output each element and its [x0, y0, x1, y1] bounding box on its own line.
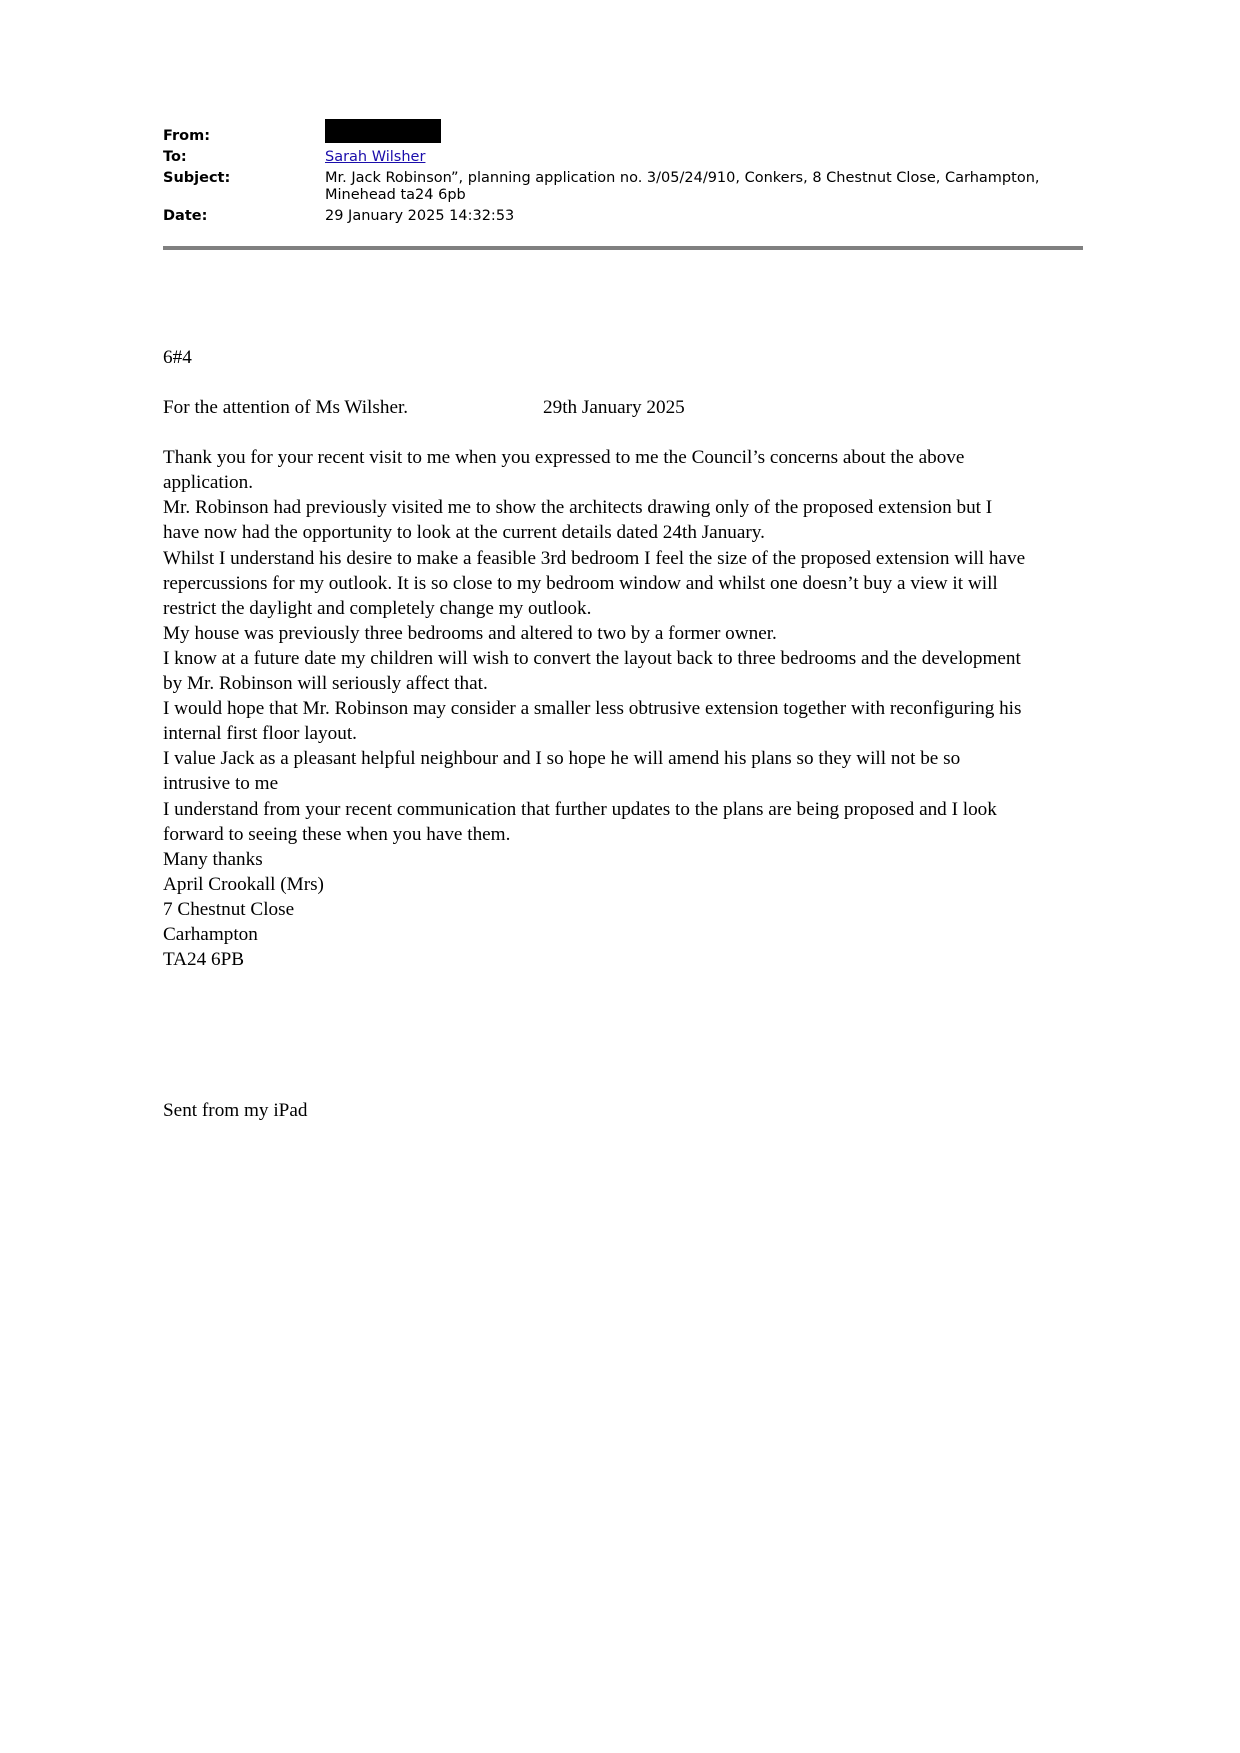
- letter-line: TA24 6PB: [163, 949, 245, 971]
- letter-line: repercussions for my outlook. It is so close to my bedroom window and whilst one doesn’t buy a view it will: [163, 572, 998, 594]
- letter-line: 7 Chestnut Close: [163, 898, 295, 920]
- subject-line-1: Mr. Jack Robinson”, planning application no. 3/05/24/910, Conkers, 8 Chestnut Close, Carhampton,: [325, 170, 1040, 186]
- attention-line: [163, 395, 1093, 420]
- letter-line: have now had the opportunity to look at the current details dated 24th January.: [163, 522, 765, 544]
- letter-line: forward to seeing these when you have them.: [163, 823, 511, 845]
- letter-date: 29th January 2025: [543, 397, 685, 419]
- subject-value: [325, 170, 1083, 204]
- letter-line: April Crookall (Mrs): [163, 873, 324, 895]
- letter-line: Many thanks: [163, 848, 263, 870]
- email-header: [163, 128, 1083, 229]
- letter-line: by Mr. Robinson will seriously affect that.: [163, 673, 488, 695]
- letter-line: I know at a future date my children will wish to convert the layout back to three bedrooms and the development: [163, 647, 1021, 669]
- to-row: [163, 149, 1083, 166]
- date-row: [163, 208, 1083, 225]
- from-label: From:: [163, 128, 210, 144]
- redacted-sender: [325, 119, 441, 143]
- subject-line-2: Minehead ta24 6pb: [325, 187, 466, 203]
- letter-line: internal first floor layout.: [163, 723, 357, 745]
- date-value: 29 January 2025 14:32:53: [325, 208, 515, 224]
- attention-text: For the attention of Ms Wilsher.: [163, 397, 409, 419]
- header-divider: [163, 246, 1083, 250]
- letter-line: application.: [163, 472, 254, 494]
- letter-line: restrict the daylight and completely change my outlook.: [163, 597, 592, 619]
- reference: 6#4: [163, 347, 192, 368]
- recipient-link[interactable]: Sarah Wilsher: [325, 149, 426, 165]
- to-label: To:: [163, 149, 187, 165]
- letter-text: [163, 445, 1093, 972]
- letter-line: I would hope that Mr. Robinson may consider a smaller less obtrusive extension together with reconfiguring his: [163, 698, 1022, 720]
- letter-line: Thank you for your recent visit to me when you expressed to me the Council’s concerns about the above: [163, 447, 965, 469]
- signoff: Sent from my iPad: [163, 1100, 308, 1121]
- letter-line: Mr. Robinson had previously visited me to show the architects drawing only of the proposed extension but I: [163, 497, 993, 519]
- letter-line: Carhampton: [163, 923, 258, 945]
- letter-line: I understand from your recent communication that further updates to the plans are being proposed and I look: [163, 798, 997, 820]
- email-body: [163, 345, 1093, 972]
- subject-row: [163, 170, 1083, 204]
- date-label: Date:: [163, 208, 208, 224]
- letter-line: My house was previously three bedrooms and altered to two by a former owner.: [163, 622, 777, 644]
- letter-line: I value Jack as a pleasant helpful neighbour and I so hope he will amend his plans so they will not be so: [163, 748, 961, 770]
- letter-line: intrusive to me: [163, 773, 279, 795]
- letter-line: Whilst I understand his desire to make a feasible 3rd bedroom I feel the size of the proposed extension will have: [163, 547, 1026, 569]
- from-row: [163, 128, 1083, 145]
- subject-label: Subject:: [163, 170, 231, 186]
